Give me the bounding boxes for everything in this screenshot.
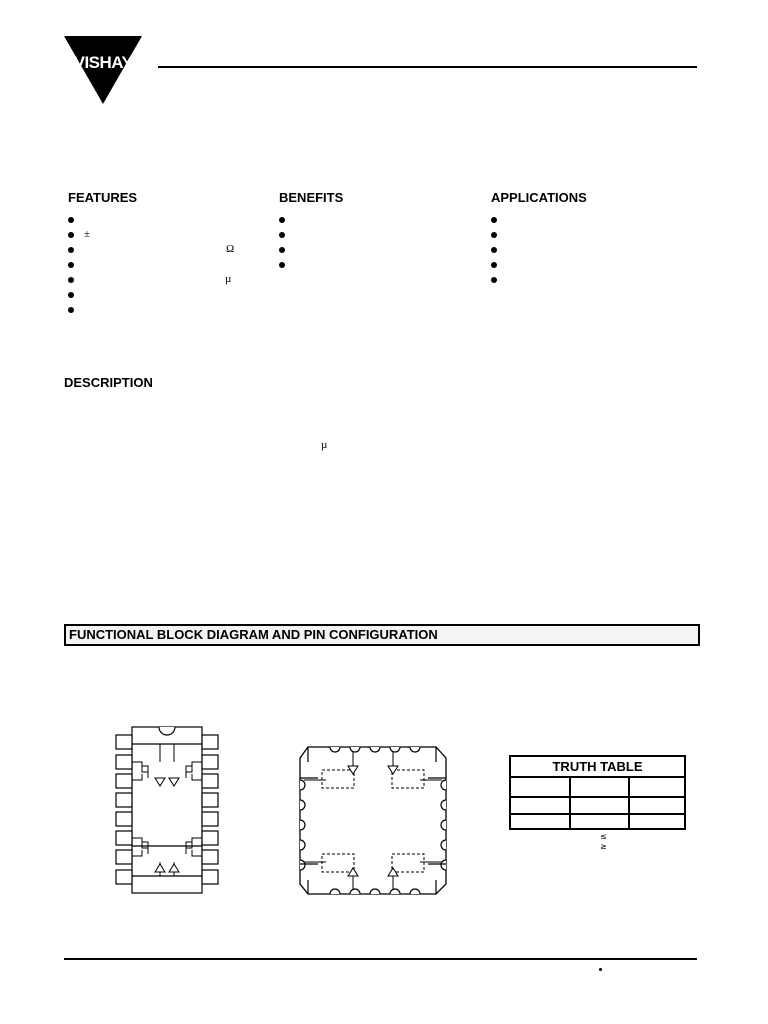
plus-minus-symbol: ± [84,228,91,240]
truth-table-title: TRUTH TABLE [511,757,684,778]
applications-heading: APPLICATIONS [491,190,587,205]
micro-symbol: µ [225,273,232,285]
table-col-divider [628,778,630,828]
bullet-icon [68,247,74,253]
features-item [68,257,258,272]
table-row-divider [511,796,684,798]
dip-package-diagram [112,722,224,896]
applications-item [491,272,691,287]
applications-item [491,227,691,242]
features-item [68,272,258,287]
features-item [68,302,258,317]
bullet-icon [279,217,285,223]
applications-item [491,257,691,272]
bullet-icon [68,292,74,298]
bullet-icon [279,262,285,268]
applications-list [491,212,691,287]
benefits-item [279,242,459,257]
bullet-icon [491,262,497,268]
section-title: FUNCTIONAL BLOCK DIAGRAM AND PIN CONFIGURATION [69,627,438,642]
vishay-logo [64,36,142,106]
truth-table [509,755,686,830]
table-col-divider [569,778,571,828]
benefits-list [279,212,459,272]
bullet-icon [279,247,285,253]
bullet-icon [68,277,74,283]
benefits-heading: BENEFITS [279,190,344,205]
benefits-item [279,257,459,272]
micro-symbol: µ [321,439,328,451]
features-item [68,227,258,242]
ohm-symbol: Ω [226,243,235,255]
footer-rule [64,958,697,960]
features-heading: FEATURES [68,190,138,205]
bullet-icon [68,217,74,223]
bullet-icon [279,232,285,238]
bullet-icon [491,232,497,238]
lcc-package-diagram [296,744,450,898]
features-item [68,242,258,257]
bullet-icon [68,232,74,238]
table-row-divider [511,813,684,815]
footer-dot [599,968,602,971]
logo-text: VISHAY [73,53,133,72]
features-item [68,287,258,302]
header-rule [158,66,697,68]
truth-table-note-ge: ≥ [600,842,607,851]
truth-table-grid [511,778,684,828]
benefits-item [279,212,459,227]
bullet-icon [491,217,497,223]
benefits-item [279,227,459,242]
bullet-icon [491,277,497,283]
features-list [68,212,258,317]
features-item [68,212,258,227]
section-title-bar [64,624,700,646]
bullet-icon [68,262,74,268]
bullet-icon [68,307,74,313]
applications-item [491,242,691,257]
description-heading: DESCRIPTION [64,375,153,390]
truth-table-note-le: ≤ [600,832,607,841]
bullet-icon [491,247,497,253]
applications-item [491,212,691,227]
